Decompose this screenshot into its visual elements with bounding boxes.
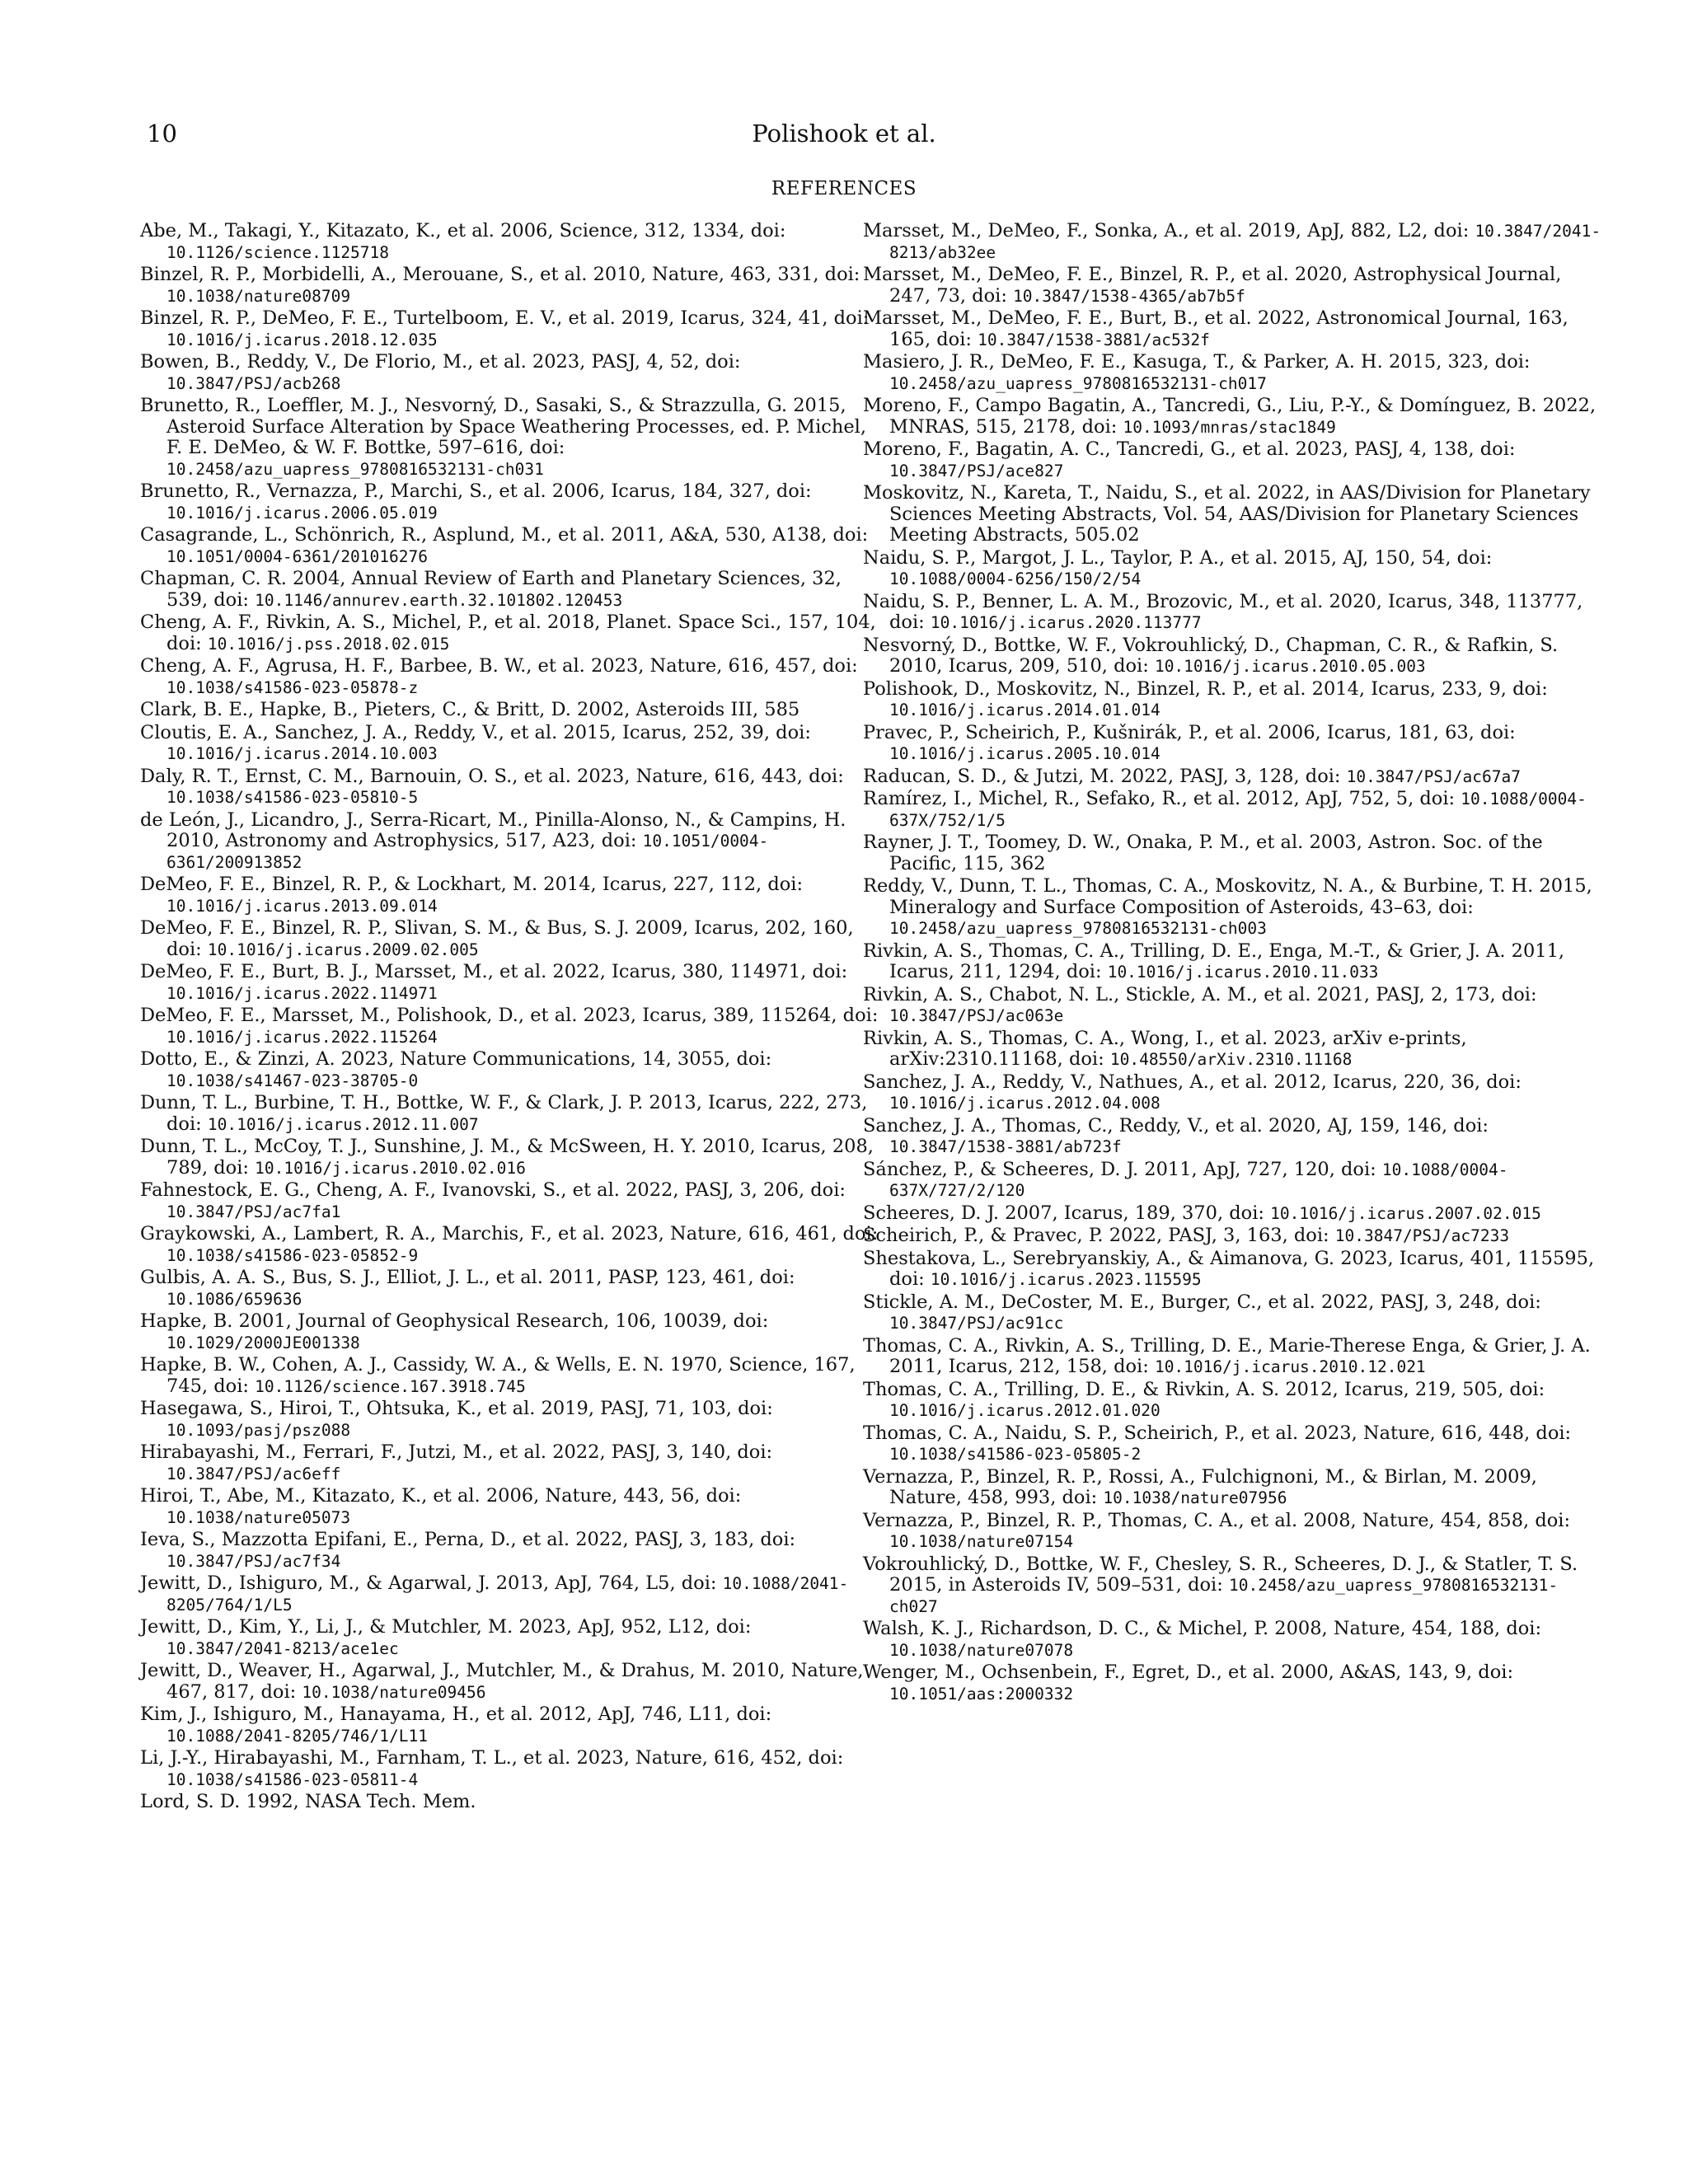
reference-text: Fahnestock, E. G., Cheng, A. F., Ivanovski, S., et al. 2022, PASJ, 3, 206, doi: xyxy=(140,1179,846,1201)
reference-text: Lord, S. D. 1992, NASA Tech. Mem. xyxy=(140,1791,476,1812)
doi-link[interactable]: 10.1038/nature07078 xyxy=(889,1640,1074,1660)
reference-entry xyxy=(140,1792,882,1813)
reference-entry xyxy=(863,1554,1605,1618)
reference-entry xyxy=(863,1072,1605,1114)
doi-link[interactable]: 10.1016/j.icarus.2014.01.014 xyxy=(889,701,1160,719)
reference-entry xyxy=(863,1511,1605,1553)
reference-text: Casagrande, L., Schönrich, R., Asplund, M., et al. 2011, A&A, 530, A138, doi: xyxy=(140,524,869,546)
doi-link[interactable]: 10.1146/annurev.earth.32.101802.120453 xyxy=(255,590,623,610)
doi-link[interactable]: 10.1016/j.icarus.2023.115595 xyxy=(930,1270,1202,1289)
reference-text: Bowen, B., Reddy, V., De Florio, M., et al. 2023, PASJ, 4, 52, doi: xyxy=(140,351,741,373)
doi-link[interactable]: 10.1016/j.icarus.2006.05.019 xyxy=(166,503,438,523)
reference-entry xyxy=(863,1116,1605,1158)
reference-text: Rivkin, A. S., Thomas, C. A., Trilling, D. E., Enga, M.-T., & Grier, J. A. 2011, Icarus, 211, 1294, doi: xyxy=(863,940,1565,982)
reference-entry xyxy=(863,1160,1605,1202)
reference-entry xyxy=(863,1029,1605,1071)
doi-link[interactable]: 10.1016/j.icarus.2018.12.035 xyxy=(166,330,438,349)
reference-entry xyxy=(140,352,882,394)
reference-text: Jewitt, D., Kim, Y., Li, J., & Mutchler, M. 2023, ApJ, 952, L12, doi: xyxy=(140,1616,752,1638)
reference-entry xyxy=(140,723,882,765)
reference-entry xyxy=(863,1662,1605,1704)
reference-entry xyxy=(140,1224,882,1266)
reference-entry xyxy=(863,1292,1605,1334)
reference-entry xyxy=(140,700,882,721)
reference-text: Scheeres, D. J. 2007, Icarus, 189, 370, doi: xyxy=(863,1202,1271,1224)
reference-entry xyxy=(863,723,1605,765)
reference-entry xyxy=(140,1005,882,1047)
reference-entry xyxy=(140,810,882,874)
doi-link[interactable]: 10.1016/j.icarus.2010.05.003 xyxy=(1154,657,1426,676)
reference-text: Moreno, F., Bagatin, A. C., Tancredi, G., et al. 2023, PASJ, 4, 138, doi: xyxy=(863,438,1516,460)
reference-entry xyxy=(140,1704,882,1746)
doi-link[interactable]: 10.1088/0004-637X/727/2/120 xyxy=(889,1160,1508,1200)
reference-text: Chapman, C. R. 2004, Annual Review of Earth and Planetary Sciences, 32, 539, doi: xyxy=(140,568,842,611)
doi-link[interactable]: 10.3847/PSJ/ac7fa1 xyxy=(166,1202,341,1221)
reference-text: Li, J.-Y., Hirabayashi, M., Farnham, T. L., et al. 2023, Nature, 616, 452, doi: xyxy=(140,1747,844,1769)
reference-text: Rayner, J. T., Toomey, D. W., Onaka, P. M., et al. 2003, Astron. Soc. of the Pacific, 115, 362 xyxy=(863,832,1543,874)
reference-entry xyxy=(140,1180,882,1222)
reference-text: Hirabayashi, M., Ferrari, F., Jutzi, M., et al. 2022, PASJ, 3, 140, doi: xyxy=(140,1441,773,1463)
reference-text: Hasegawa, S., Hiroi, T., Ohtsuka, K., et al. 2019, PASJ, 71, 103, doi: xyxy=(140,1398,773,1419)
doi-link[interactable]: 10.1051/0004-6361/201016276 xyxy=(166,546,428,566)
reference-entry xyxy=(140,221,882,263)
doi-link[interactable]: 10.1016/j.icarus.2014.10.003 xyxy=(166,744,438,763)
doi-link[interactable]: 10.1038/nature09456 xyxy=(302,1682,486,1702)
doi-link[interactable]: 10.1038/nature08709 xyxy=(166,286,351,306)
page-number: 10 xyxy=(147,120,177,148)
reference-entry xyxy=(140,918,882,960)
doi-link[interactable]: 10.1016/j.icarus.2020.113777 xyxy=(930,613,1202,632)
reference-entry xyxy=(863,635,1605,677)
reference-text: Graykowski, A., Lambert, R. A., Marchis, F., et al. 2023, Nature, 616, 461, doi: xyxy=(140,1223,879,1244)
reference-text: DeMeo, F. E., Binzel, R. P., Slivan, S. M., & Bus, S. J. 2009, Icarus, 202, 160, doi: xyxy=(140,917,854,960)
doi-link[interactable]: 10.3847/2041-8213/ab32ee xyxy=(889,222,1601,262)
reference-entry xyxy=(863,265,1605,307)
doi-link[interactable]: 10.3847/PSJ/ac7f34 xyxy=(166,1551,341,1571)
reference-text: Thomas, C. A., Rivkin, A. S., Trilling, D. E., Marie-Therese Enga, & Grier, J. A. 2011, Icarus, 212, 158, doi: xyxy=(863,1334,1591,1377)
doi-link[interactable]: 10.3847/PSJ/ac6eff xyxy=(166,1464,341,1483)
reference-text: Marsset, M., DeMeo, F. E., Binzel, R. P., et al. 2020, Astrophysical Journal, 247, 73, doi: xyxy=(863,264,1562,307)
reference-entry xyxy=(140,962,882,1004)
doi-link[interactable]: 10.3847/2041-8213/ace1ec xyxy=(166,1638,399,1658)
reference-text: Vokrouhlický, D., Bottke, W. F., Chesley, S. R., Scheeres, D. J., & Statler, T. S. 2015, in Asteroids IV, 509–531, doi: xyxy=(863,1553,1578,1596)
doi-link[interactable]: 10.1038/nature07956 xyxy=(1103,1488,1287,1507)
reference-entry xyxy=(140,1617,882,1659)
reference-text: Abe, M., Takagi, Y., Kitazato, K., et al. 2006, Science, 312, 1334, doi: xyxy=(140,220,786,241)
reference-text: Shestakova, L., Serebryanskiy, A., & Aimanova, G. 2023, Icarus, 401, 115595, doi: xyxy=(863,1247,1595,1290)
reference-text: Polishook, D., Moskovitz, N., Binzel, R. P., et al. 2014, Icarus, 233, 9, doi: xyxy=(863,677,1548,700)
reference-text: Gulbis, A. A. S., Bus, S. J., Elliot, J. L., et al. 2011, PASP, 123, 461, doi: xyxy=(140,1267,795,1288)
reference-text: DeMeo, F. E., Binzel, R. P., & Lockhart, M. 2014, Icarus, 227, 112, doi: xyxy=(140,874,804,895)
doi-link[interactable]: 10.3847/PSJ/ac7233 xyxy=(1334,1226,1510,1245)
doi-link[interactable]: 10.3847/1538-3881/ac532f xyxy=(978,330,1210,349)
reference-text: Sanchez, J. A., Reddy, V., Nathues, A., et al. 2012, Icarus, 220, 36, doi: xyxy=(863,1071,1522,1093)
reference-text: Binzel, R. P., Morbidelli, A., Merouane, S., et al. 2010, Nature, 463, 331, doi: xyxy=(140,264,860,285)
reference-text: Rivkin, A. S., Chabot, N. L., Stickle, A. M., et al. 2021, PASJ, 2, 173, doi: xyxy=(863,983,1537,1005)
reference-entry xyxy=(140,569,882,611)
reference-entry xyxy=(863,1249,1605,1291)
reference-text: Dunn, T. L., Burbine, T. H., Bottke, W. F., & Clark, J. P. 2013, Icarus, 222, 273, doi: xyxy=(140,1092,868,1135)
reference-text: Cloutis, E. A., Sanchez, J. A., Reddy, V., et al. 2015, Icarus, 252, 39, doi: xyxy=(140,721,811,743)
reference-text: Raducan, S. D., & Jutzi, M. 2022, PASJ, 3, 128, doi: xyxy=(863,765,1347,787)
reference-text: Rivkin, A. S., Thomas, C. A., Wong, I., et al. 2023, arXiv e-prints, arXiv:2310.11168, doi: xyxy=(863,1027,1467,1070)
doi-link[interactable]: 10.1038/s41586-023-05811-4 xyxy=(166,1769,419,1789)
doi-link[interactable]: 10.1126/science.1125718 xyxy=(166,242,390,262)
doi-link[interactable]: 10.1016/j.icarus.2010.12.021 xyxy=(1154,1357,1426,1376)
reference-text: Marsset, M., DeMeo, F. E., Burt, B., et al. 2022, Astronomical Journal, 163, 165, doi: xyxy=(863,307,1568,350)
doi-link[interactable]: 10.1029/2000JE001338 xyxy=(166,1333,360,1352)
reference-text: Reddy, V., Dunn, T. L., Thomas, C. A., Moskovitz, N. A., & Burbine, T. H. 2015, Mineralogy and Surface Composition of Asteroids, 43–63, doi: xyxy=(863,875,1592,918)
reference-text: Wenger, M., Ochsenbein, F., Egret, D., et al. 2000, A&AS, 143, 9, doi: xyxy=(863,1661,1514,1683)
doi-link[interactable]: 10.1051/0004-6361/200913852 xyxy=(166,832,769,872)
reference-entry xyxy=(863,1380,1605,1422)
doi-link[interactable]: 10.1016/j.icarus.2012.01.020 xyxy=(889,1401,1160,1420)
reference-entry xyxy=(863,876,1605,940)
reference-entry xyxy=(140,265,882,307)
doi-link[interactable]: 10.1086/659636 xyxy=(166,1289,302,1309)
reference-text: Dunn, T. L., McCoy, T. J., Sunshine, J. M., & McSween, H. Y. 2010, Icarus, 208, 789, doi: xyxy=(140,1136,874,1179)
doi-link[interactable]: 10.3847/1538-3881/ab723f xyxy=(889,1137,1122,1156)
reference-text: DeMeo, F. E., Marsset, M., Polishook, D., et al. 2023, Icarus, 389, 115264, doi: xyxy=(140,1005,879,1026)
reference-entry xyxy=(140,525,882,567)
reference-text: Sánchez, P., & Scheeres, D. J. 2011, ApJ, 727, 120, doi: xyxy=(863,1158,1382,1180)
reference-entry xyxy=(140,1268,882,1310)
reference-entry xyxy=(140,308,882,350)
doi-link[interactable]: 10.1093/pasj/psz088 xyxy=(166,1420,351,1440)
doi-link[interactable]: 10.1088/2041-8205/746/1/L11 xyxy=(166,1726,428,1746)
doi-link[interactable]: 10.1016/j.icarus.2009.02.005 xyxy=(207,940,479,959)
doi-link[interactable]: 10.1016/j.icarus.2007.02.015 xyxy=(1270,1203,1541,1223)
reference-text: Hiroi, T., Abe, M., Kitazato, K., et al. 2006, Nature, 443, 56, doi: xyxy=(140,1485,742,1507)
doi-link[interactable]: 10.1016/j.icarus.2010.11.033 xyxy=(1107,963,1379,982)
doi-link[interactable]: 10.1016/j.icarus.2005.10.014 xyxy=(889,744,1160,763)
reference-entry xyxy=(140,766,882,808)
doi-link[interactable]: 10.1016/j.icarus.2012.11.007 xyxy=(207,1114,479,1134)
reference-text: Thomas, C. A., Naidu, S. P., Scheirich, P., et al. 2023, Nature, 616, 448, doi: xyxy=(863,1422,1572,1444)
reference-entry xyxy=(863,548,1605,590)
reference-text: Jewitt, D., Weaver, H., Agarwal, J., Mutchler, M., & Drahus, M. 2010, Nature, 467, 817, doi: xyxy=(140,1660,864,1703)
reference-entry xyxy=(863,1619,1605,1661)
reference-entry xyxy=(140,612,882,654)
doi-link[interactable]: 10.1016/j.icarus.2022.114971 xyxy=(166,983,438,1003)
reference-entry xyxy=(863,396,1605,438)
reference-text: DeMeo, F. E., Burt, B. J., Marsset, M., et al. 2022, Icarus, 380, 114971, doi: xyxy=(140,961,848,982)
reference-text: Hapke, B. W., Cohen, A. J., Cassidy, W. A., & Wells, E. N. 1970, Science, 167, 745, doi: xyxy=(140,1354,856,1397)
reference-entry xyxy=(140,1137,882,1179)
reference-text: Sanchez, J. A., Thomas, C., Reddy, V., et al. 2020, AJ, 159, 146, doi: xyxy=(863,1114,1489,1137)
reference-text: Naidu, S. P., Benner, L. A. M., Brozovic, M., et al. 2020, Icarus, 348, 113777, doi: xyxy=(863,590,1583,633)
doi-link[interactable]: 10.1016/j.icarus.2013.09.014 xyxy=(166,896,438,916)
reference-entry xyxy=(863,789,1605,831)
reference-entry xyxy=(140,1399,882,1441)
reference-text: Hapke, B. 2001, Journal of Geophysical Research, 106, 10039, doi: xyxy=(140,1310,769,1332)
reference-entry xyxy=(863,1467,1605,1509)
doi-link[interactable]: 10.48550/arXiv.2310.11168 xyxy=(1109,1050,1353,1069)
reference-entry xyxy=(863,439,1605,481)
doi-link[interactable]: 10.1038/s41586-023-05852-9 xyxy=(166,1245,419,1265)
reference-text: Jewitt, D., Ishiguro, M., & Agarwal, J. 2013, ApJ, 764, L5, doi: xyxy=(140,1572,723,1594)
reference-entry xyxy=(140,1530,882,1572)
doi-link[interactable]: 10.1088/2041-8205/764/1/L5 xyxy=(166,1574,849,1615)
doi-link[interactable]: 10.3847/PSJ/ace827 xyxy=(889,461,1064,480)
doi-link[interactable]: 10.1038/nature05073 xyxy=(166,1507,351,1527)
reference-entry xyxy=(863,832,1605,874)
doi-link[interactable]: 10.2458/azu_uapress_9780816532131-ch027 xyxy=(889,1576,1559,1616)
doi-link[interactable]: 10.2458/azu_uapress_9780816532131-ch031 xyxy=(166,459,544,479)
reference-entry xyxy=(140,1093,882,1135)
reference-text: de León, J., Licandro, J., Serra-Ricart, M., Pinilla-Alonso, N., & Campins, H. 2010, Astronomy and Astrophysics, 517, A23, doi: xyxy=(140,808,846,851)
reference-entry xyxy=(863,941,1605,983)
reference-text: Moreno, F., Campo Bagatin, A., Tancredi, G., Liu, P.-Y., & Domínguez, B. 2022, MNRAS, 515, 2178, doi: xyxy=(863,395,1597,438)
doi-link[interactable]: 10.1038/s41586-023-05878-z xyxy=(166,677,419,697)
reference-entry xyxy=(140,1748,882,1790)
doi-link[interactable]: 10.1051/aas:2000332 xyxy=(889,1684,1074,1704)
reference-entry xyxy=(863,308,1605,350)
reference-entry xyxy=(140,481,882,523)
reference-text: Moskovitz, N., Kareta, T., Naidu, S., et al. 2022, in AAS/Division for Planetary Sciences Meeting Abstracts, Vol. 54, AAS/Division for Planetary Sciences Meeting Abstracts, 505.02 xyxy=(863,482,1591,546)
reference-entry xyxy=(863,352,1605,394)
doi-link[interactable]: 10.3847/PSJ/acb268 xyxy=(166,373,341,393)
reference-entry xyxy=(863,592,1605,634)
reference-entry xyxy=(863,766,1605,788)
doi-link[interactable]: 10.3847/PSJ/ac063e xyxy=(889,1006,1064,1025)
doi-link[interactable]: 10.1038/s41467-023-38705-0 xyxy=(166,1071,419,1090)
reference-entry xyxy=(140,1311,882,1353)
doi-link[interactable]: 10.1088/0004-637X/752/1/5 xyxy=(889,790,1587,830)
reference-text: Marsset, M., DeMeo, F., Sonka, A., et al. 2019, ApJ, 882, L2, doi: xyxy=(863,220,1475,241)
reference-text: Pravec, P., Scheirich, P., Kušnirák, P., et al. 2006, Icarus, 181, 63, doi: xyxy=(863,721,1516,743)
reference-text: Clark, B. E., Hapke, B., Pieters, C., & Britt, D. 2002, Asteroids III, 585 xyxy=(140,699,800,720)
reference-entry xyxy=(140,874,882,916)
reference-entry xyxy=(140,1486,882,1528)
references-heading: REFERENCES xyxy=(771,178,917,199)
reference-text: Thomas, C. A., Trilling, D. E., & Rivkin, A. S. 2012, Icarus, 219, 505, doi: xyxy=(863,1378,1545,1400)
reference-text: Ieva, S., Mazzotta Epifani, E., Perna, D., et al. 2022, PASJ, 3, 183, doi: xyxy=(140,1529,796,1550)
doi-link[interactable]: 10.1093/mnras/stac1849 xyxy=(1123,417,1336,437)
reference-entry xyxy=(140,656,882,698)
running-head: Polishook et al. xyxy=(752,120,936,148)
doi-link[interactable]: 10.1016/j.icarus.2012.04.008 xyxy=(889,1094,1160,1113)
doi-link[interactable]: 10.1038/s41586-023-05805-2 xyxy=(889,1445,1142,1464)
reference-text: Daly, R. T., Ernst, C. M., Barnouin, O. S., et al. 2023, Nature, 616, 443, doi: xyxy=(140,765,844,787)
reference-text: Cheng, A. F., Agrusa, H. F., Barbee, B. W., et al. 2023, Nature, 616, 457, doi: xyxy=(140,655,858,677)
doi-link[interactable]: 10.1016/j.icarus.2010.02.016 xyxy=(255,1158,526,1178)
references-right-column xyxy=(863,221,1605,1706)
reference-entry xyxy=(140,1661,882,1703)
doi-link[interactable]: 10.1088/0004-6256/150/2/54 xyxy=(889,569,1142,588)
reference-entry xyxy=(140,1442,882,1484)
doi-link[interactable]: 10.2458/azu_uapress_9780816532131-ch003 xyxy=(889,919,1267,938)
doi-link[interactable]: 10.1038/s41586-023-05810-5 xyxy=(166,788,419,807)
doi-link[interactable]: 10.1126/science.167.3918.745 xyxy=(255,1376,526,1396)
reference-entry xyxy=(140,1049,882,1091)
reference-entry xyxy=(863,221,1605,263)
reference-entry xyxy=(863,1423,1605,1465)
reference-text: Brunetto, R., Vernazza, P., Marchi, S., et al. 2006, Icarus, 184, 327, doi: xyxy=(140,480,812,502)
doi-link[interactable]: 10.3847/1538-4365/ab7b5f xyxy=(1013,286,1245,306)
doi-link[interactable]: 10.1016/j.icarus.2022.115264 xyxy=(166,1027,438,1047)
doi-link[interactable]: 10.2458/azu_uapress_9780816532131-ch017 xyxy=(889,373,1267,393)
reference-text: Nesvorný, D., Bottke, W. F., Vokrouhlický, D., Chapman, C. R., & Rafkin, S. 2010, Icarus, 209, 510, doi: xyxy=(863,634,1559,677)
reference-text: Vernazza, P., Binzel, R. P., Thomas, C. A., et al. 2008, Nature, 454, 858, doi: xyxy=(863,1509,1571,1531)
reference-text: Masiero, J. R., DeMeo, F. E., Kasuga, T., & Parker, A. H. 2015, 323, doi: xyxy=(863,351,1531,373)
reference-text: Naidu, S. P., Margot, J. L., Taylor, P. A., et al. 2015, AJ, 150, 54, doi: xyxy=(863,546,1493,569)
reference-entry xyxy=(863,1336,1605,1378)
reference-entry xyxy=(140,396,882,480)
reference-entry xyxy=(140,1355,882,1397)
reference-entry xyxy=(863,1203,1605,1225)
reference-text: Dotto, E., & Zinzi, A. 2023, Nature Communications, 14, 3055, doi: xyxy=(140,1048,772,1070)
reference-text: Stickle, A. M., DeCoster, M. E., Burger, C., et al. 2022, PASJ, 3, 248, doi: xyxy=(863,1291,1541,1313)
reference-text: Cheng, A. F., Rivkin, A. S., Michel, P., et al. 2018, Planet. Space Sci., 157, 104, doi: xyxy=(140,612,876,654)
doi-link[interactable]: 10.3847/PSJ/ac67a7 xyxy=(1346,766,1521,786)
reference-entry xyxy=(863,1226,1605,1247)
reference-text: Vernazza, P., Binzel, R. P., Rossi, A., Fulchignoni, M., & Birlan, M. 2009, Nature, 458, 993, doi: xyxy=(863,1465,1537,1508)
reference-entry xyxy=(863,679,1605,721)
reference-entry xyxy=(140,1573,882,1615)
reference-entry xyxy=(863,483,1605,546)
doi-link[interactable]: 10.3847/PSJ/ac91cc xyxy=(889,1314,1064,1333)
reference-text: Scheirich, P., & Pravec, P. 2022, PASJ, 3, 163, doi: xyxy=(863,1225,1335,1246)
reference-text: Brunetto, R., Loeffler, M. J., Nesvorný, D., Sasaki, S., & Strazzulla, G. 2015, Asteroid Surface Alteration by Space Weathering Processes, ed. P. Michel, F. E. DeMeo, & W. F. Bottke, 597–616, doi: xyxy=(140,395,867,458)
reference-text: Walsh, K. J., Richardson, D. C., & Michel, P. 2008, Nature, 454, 188, doi: xyxy=(863,1618,1542,1639)
reference-text: Binzel, R. P., DeMeo, F. E., Turtelboom, E. V., et al. 2019, Icarus, 324, 41, doi: xyxy=(140,307,870,329)
references-left-column xyxy=(140,221,882,1815)
doi-link[interactable]: 10.1038/nature07154 xyxy=(889,1532,1074,1551)
reference-entry xyxy=(863,985,1605,1027)
reference-text: Kim, J., Ishiguro, M., Hanayama, H., et al. 2012, ApJ, 746, L11, doi: xyxy=(140,1704,772,1725)
doi-link[interactable]: 10.1016/j.pss.2018.02.015 xyxy=(207,634,450,654)
reference-text: Ramírez, I., Michel, R., Sefako, R., et al. 2012, ApJ, 752, 5, doi: xyxy=(863,788,1461,809)
